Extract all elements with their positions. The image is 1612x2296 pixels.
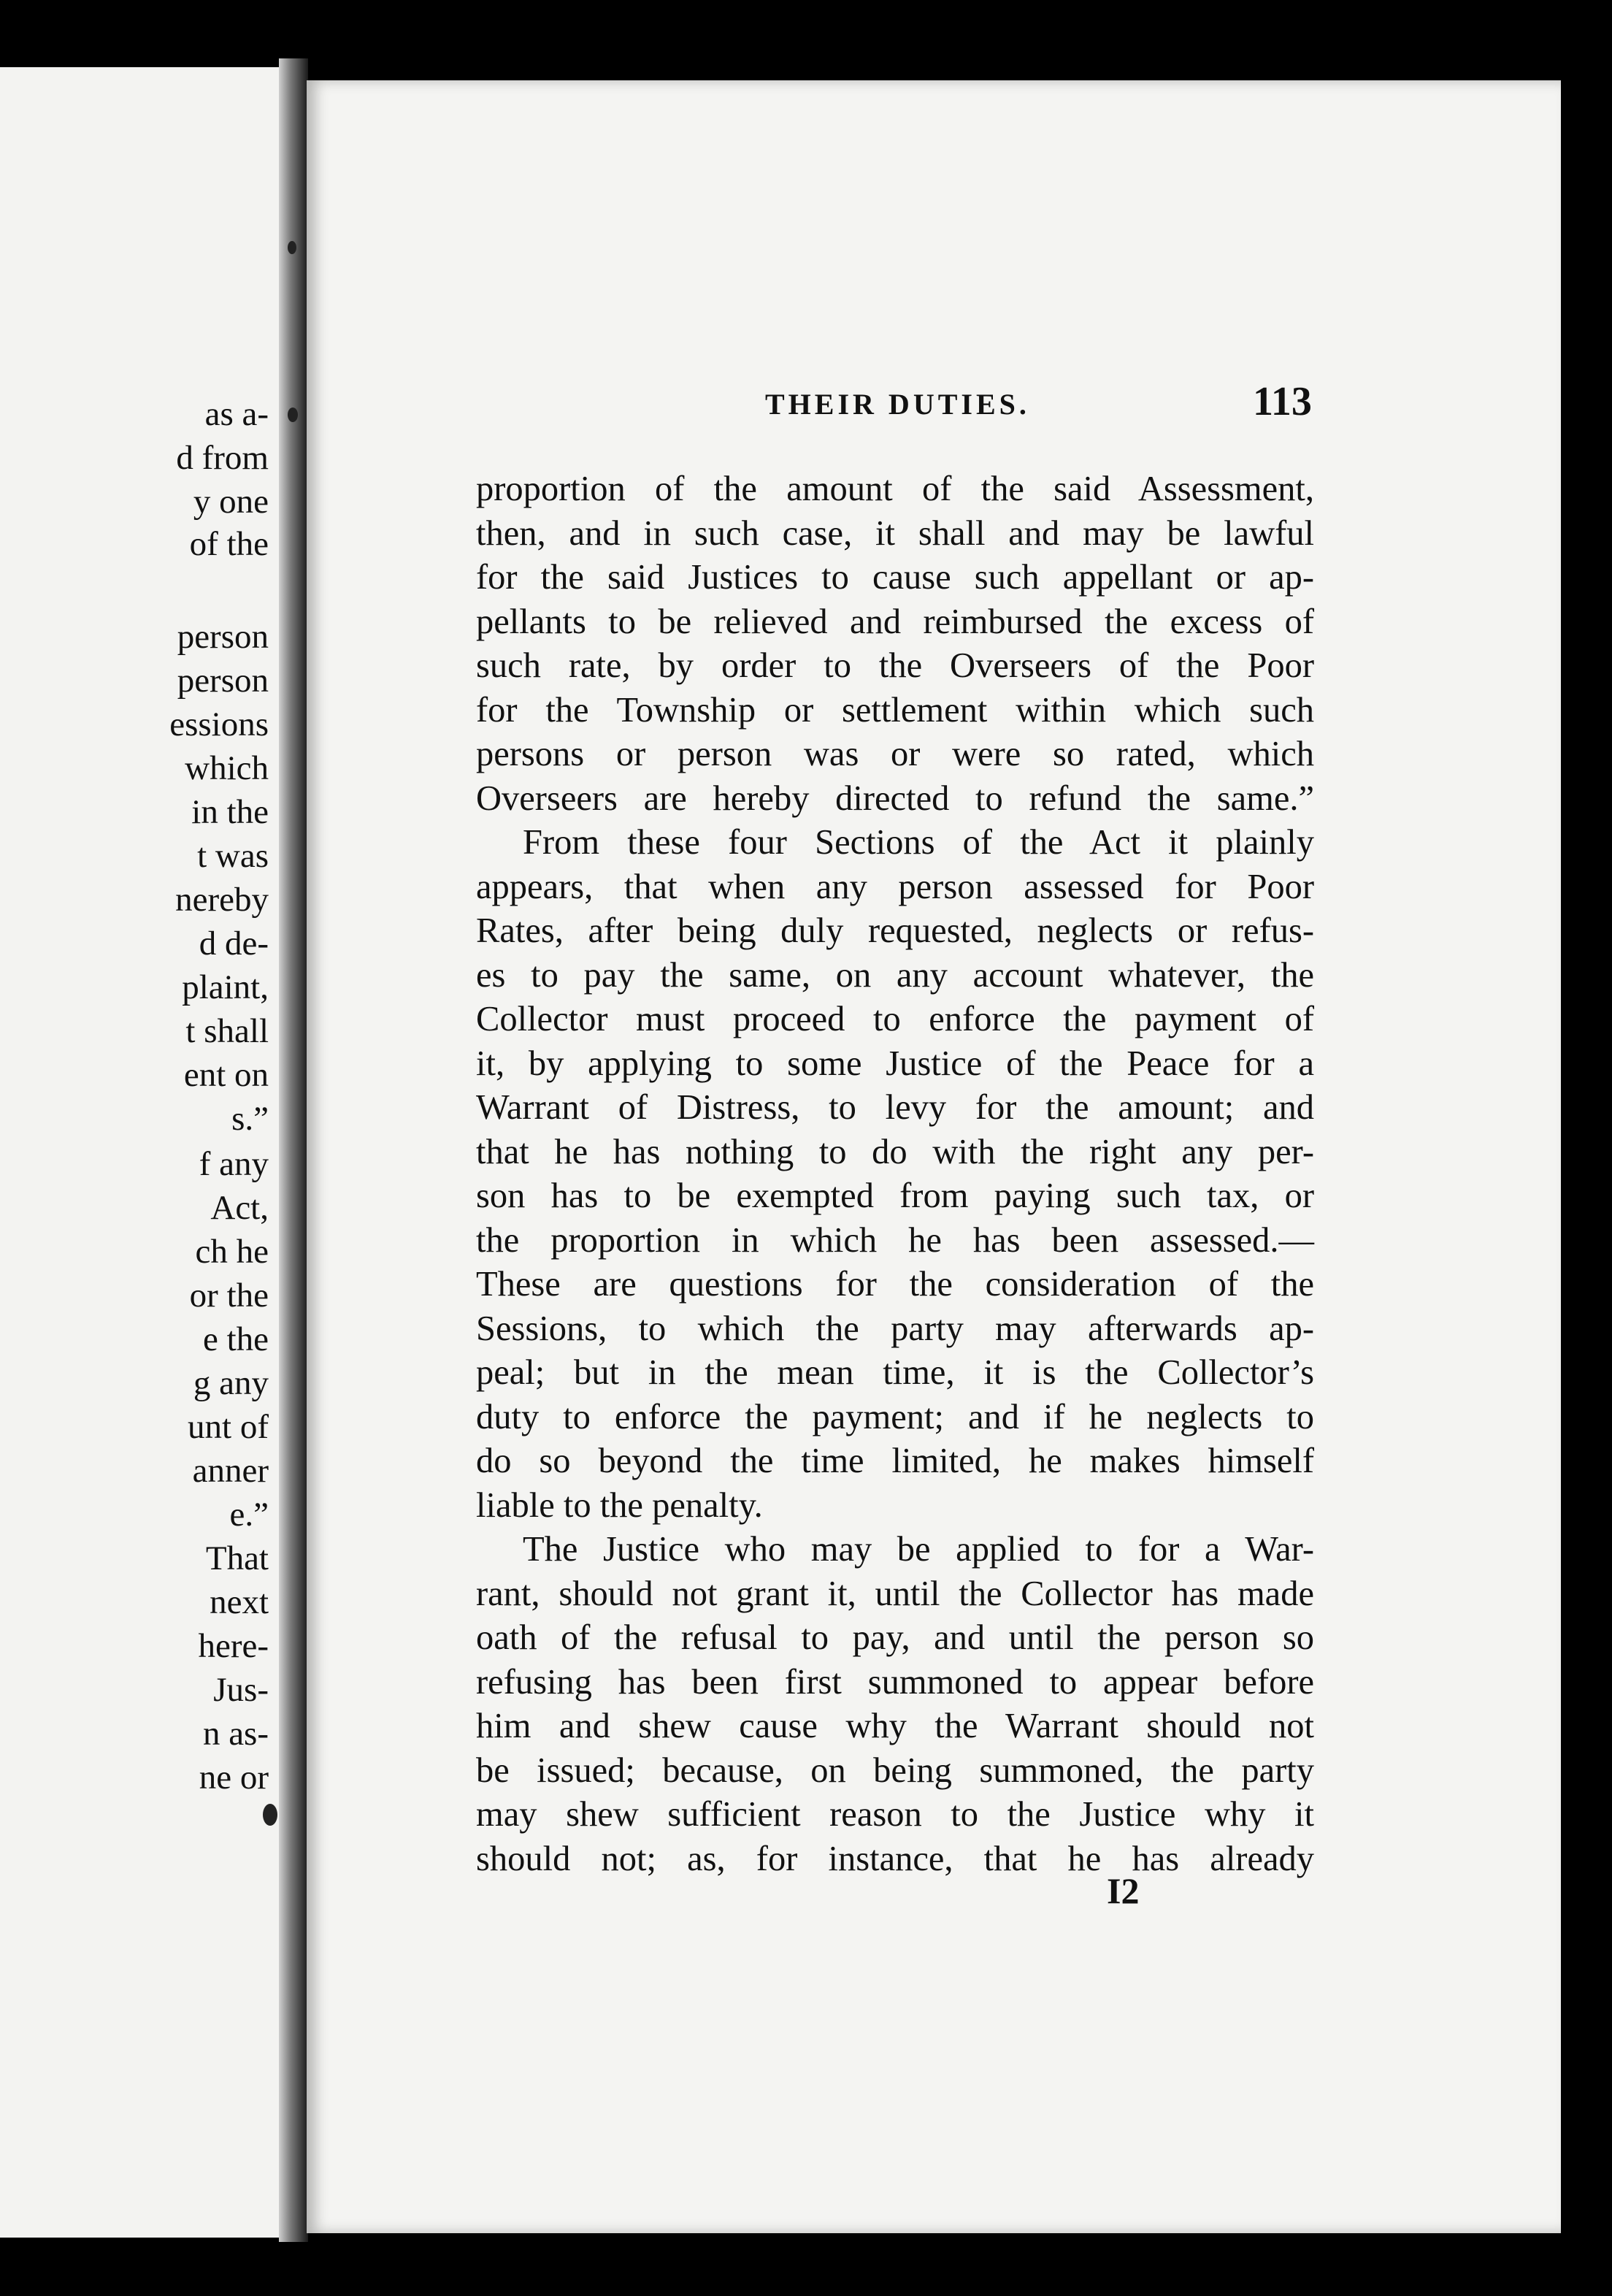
body-line: refusing has been first summoned to appear before	[476, 1662, 1314, 1702]
left-page-line: which	[185, 749, 269, 787]
left-page-line: ent on	[183, 1056, 269, 1094]
left-page-line: t shall	[185, 1012, 269, 1050]
body-line: pellants to be relieved and reimbursed the excess of	[476, 602, 1314, 641]
left-page-line: plaint,	[182, 968, 269, 1006]
gutter-mark	[288, 241, 296, 254]
body-line: such rate, by order to the Overseers of the Poor	[476, 646, 1314, 685]
signature-mark: I2	[1107, 1870, 1140, 1911]
left-page-line: unt of	[188, 1408, 269, 1446]
left-page-line: That	[205, 1539, 269, 1577]
body-line: may shew sufficient reason to the Justice why it	[476, 1795, 1314, 1834]
left-page-line: next	[210, 1583, 269, 1621]
running-head: THEIR DUTIES.	[765, 388, 1030, 421]
left-page-line: of the	[189, 525, 269, 563]
body-line: These are questions for the consideration of the	[476, 1265, 1314, 1304]
body-line: that he has nothing to do with the right any per-	[476, 1132, 1314, 1171]
body-line: es to pay the same, on any account whatever, the	[476, 955, 1314, 995]
left-page-line: in the	[191, 793, 269, 831]
body-line: proportion of the amount of the said Assessment,	[476, 470, 1314, 508]
left-page-line: g any	[193, 1364, 269, 1402]
body-line: From these four Sections of the Act it plainly	[523, 823, 1314, 862]
left-page-line: here-	[198, 1627, 269, 1665]
left-page-line: person	[177, 662, 269, 700]
left-page-line: or the	[189, 1277, 269, 1315]
left-page	[0, 67, 279, 2238]
body-line: Sessions, to which the party may afterwards ap-	[476, 1309, 1314, 1348]
left-page-line: ch he	[195, 1233, 269, 1271]
left-page-line: anner	[192, 1452, 269, 1490]
left-page-line: as a-	[204, 395, 269, 433]
body-line: appears, that when any person assessed for Poor	[476, 867, 1314, 906]
body-line: oath of the refusal to pay, and until the person so	[476, 1618, 1314, 1657]
left-page-line: nereby	[175, 881, 269, 919]
body-line: persons or person was or were so rated, which	[476, 735, 1314, 773]
body-line: rant, should not grant it, until the Collector has made	[476, 1574, 1314, 1613]
left-page-line: ne or	[199, 1759, 269, 1796]
body-line: do so beyond the time limited, he makes himself	[476, 1442, 1314, 1480]
left-page-line: t was	[197, 837, 269, 875]
left-page-line: Act,	[210, 1189, 269, 1227]
gutter-mark	[263, 1804, 277, 1826]
body-text	[476, 467, 1314, 1881]
body-line: Collector must proceed to enforce the payment of	[476, 1000, 1314, 1038]
body-line: the proportion in which he has been assessed.—	[476, 1220, 1314, 1260]
body-line: should not; as, for instance, that he has already	[476, 1839, 1314, 1878]
left-page-line: s.”	[231, 1100, 269, 1138]
body-line: be issued; because, on being summoned, the party	[476, 1750, 1314, 1790]
left-page-line: e the	[202, 1320, 269, 1358]
left-page-line: n as-	[202, 1715, 269, 1753]
body-line: for the said Justices to cause such appellant or ap-	[476, 558, 1314, 597]
body-line: it, by applying to some Justice of the Peace for a	[476, 1044, 1314, 1083]
left-page-line: Jus-	[213, 1671, 269, 1709]
gutter-mark	[288, 407, 298, 422]
left-page-line: f any	[199, 1145, 269, 1183]
body-line: Warrant of Distress, to levy for the amount; and	[476, 1088, 1314, 1127]
book-gutter	[279, 58, 308, 2242]
body-line: peal; but in the mean time, it is the Collector’s	[476, 1353, 1314, 1392]
left-page-line: person	[177, 618, 269, 656]
page-number: 113	[1253, 379, 1312, 424]
body-line: Overseers are hereby directed to refund the same.”	[476, 778, 1314, 818]
body-line: liable to the penalty.	[476, 1485, 763, 1525]
body-line: duty to enforce the payment; and if he neglects to	[476, 1397, 1314, 1436]
body-line: The Justice who may be applied to for a War-	[523, 1530, 1314, 1569]
left-page-line: essions	[169, 705, 269, 743]
body-line: him and shew cause why the Warrant should not	[476, 1707, 1314, 1745]
body-line: son has to be exempted from paying such tax, or	[476, 1176, 1314, 1215]
body-line: then, and in such case, it shall and may be lawful	[476, 513, 1314, 553]
body-line: for the Township or settlement within which such	[476, 690, 1314, 730]
left-page-line: y one	[193, 483, 269, 521]
left-page-line: d from	[176, 439, 269, 477]
left-page-line: e.”	[229, 1496, 269, 1534]
left-page-line: d de-	[199, 925, 269, 963]
body-line: Rates, after being duly requested, neglects or refus-	[476, 911, 1314, 950]
